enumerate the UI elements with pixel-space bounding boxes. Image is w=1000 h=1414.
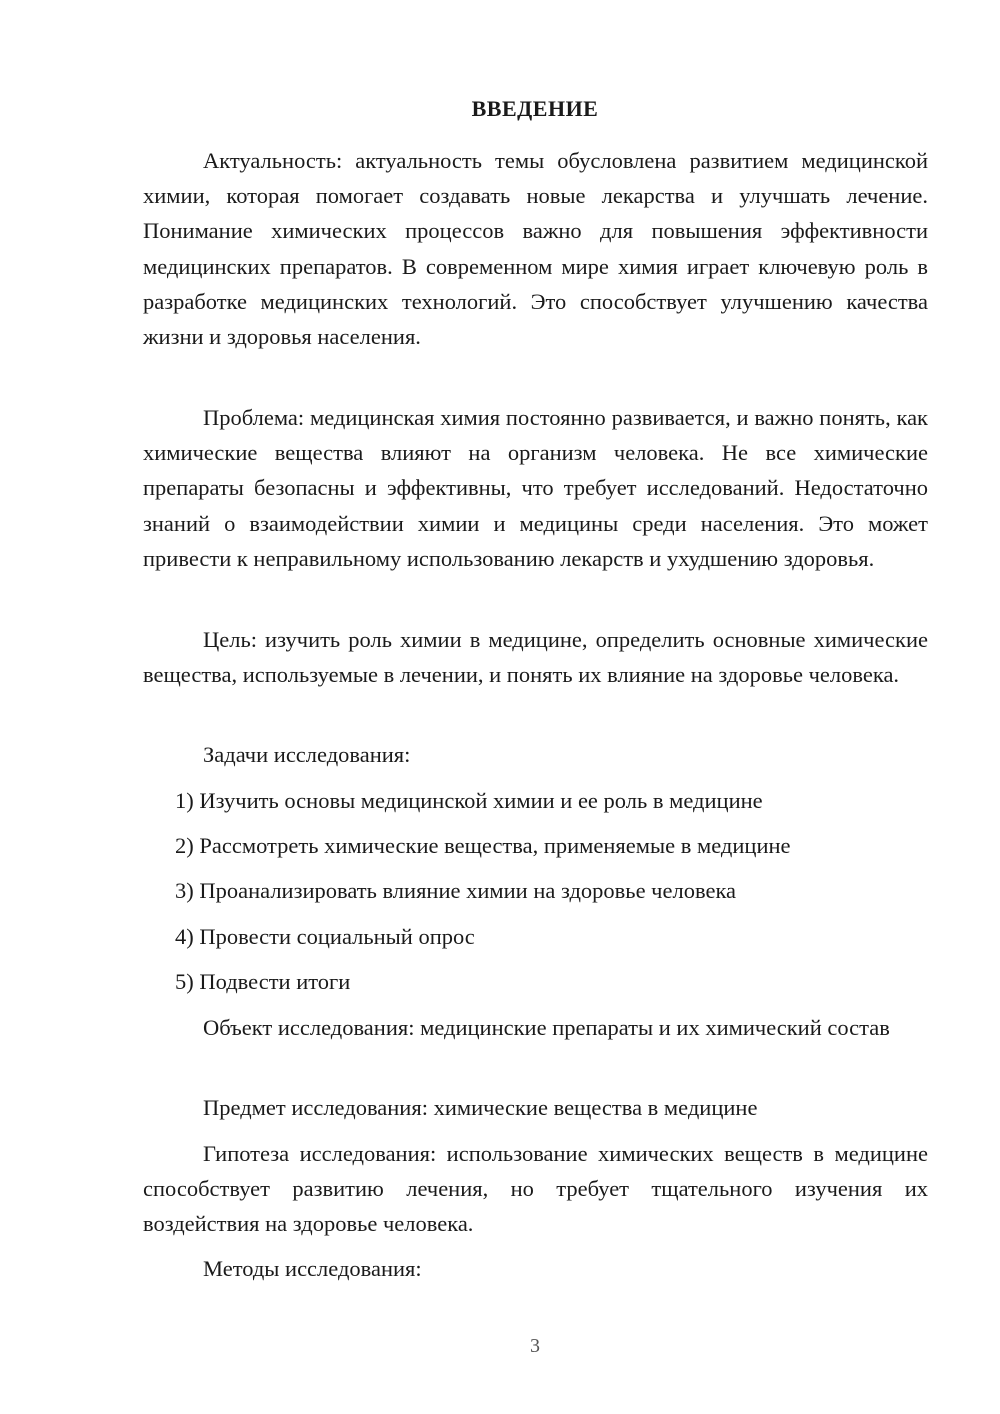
task-item-4: 4) Провести социальный опрос: [175, 924, 475, 949]
task-item-2: 2) Рассмотреть химические вещества, применяемые в медицине: [175, 833, 791, 858]
page-number: 3: [530, 1335, 540, 1357]
object-paragraph: Объект исследования: медицинские препараты и их химический состав: [203, 1015, 890, 1040]
task-item-5: 5) Подвести итоги: [175, 969, 351, 994]
tasks-heading: Задачи исследования:: [203, 742, 411, 767]
task-item-3: 3) Проанализировать влияние химии на здоровье человека: [175, 878, 737, 903]
relevance-paragraph: Актуальность: актуальность темы обусловлена развитием медицинской химии, которая помогает создавать новые лекарства и улучшать лечение. Понимание химических процессов важно для повышения эффективности медицинских препаратов. В современном мире химия играет ключевую роль в разработке медицинских технологий. Это способствует улучшению качества жизни и здоровья населения.: [143, 148, 928, 350]
methods-heading: Методы исследования:: [203, 1256, 422, 1281]
goal-paragraph: Цель: изучить роль химии в медицине, определить основные химические вещества, используемые в лечении, и понять их влияние на здоровье человека.: [143, 627, 928, 688]
hypothesis-paragraph: Гипотеза исследования: использование химических веществ в медицине способствует развитию лечения, но требует тщательного изучения их воздействия на здоровье человека.: [143, 1141, 928, 1237]
subject-paragraph: Предмет исследования: химические вещества в медицине: [203, 1095, 758, 1120]
task-item-1: 1) Изучить основы медицинской химии и ее роль в медицине: [175, 788, 763, 813]
problem-paragraph: Проблема: медицинская химия постоянно развивается, и важно понять, как химические вещества влияют на организм человека. Не все химические препараты безопасны и эффективны, что требует исследований. Недостаточно знаний о взаимодействии химии и медицины среди населения. Это может привести к неправильному использованию лекарств и ухудшению здоровья.: [143, 405, 928, 571]
page-heading: ВВЕДЕНИЕ: [471, 96, 599, 121]
